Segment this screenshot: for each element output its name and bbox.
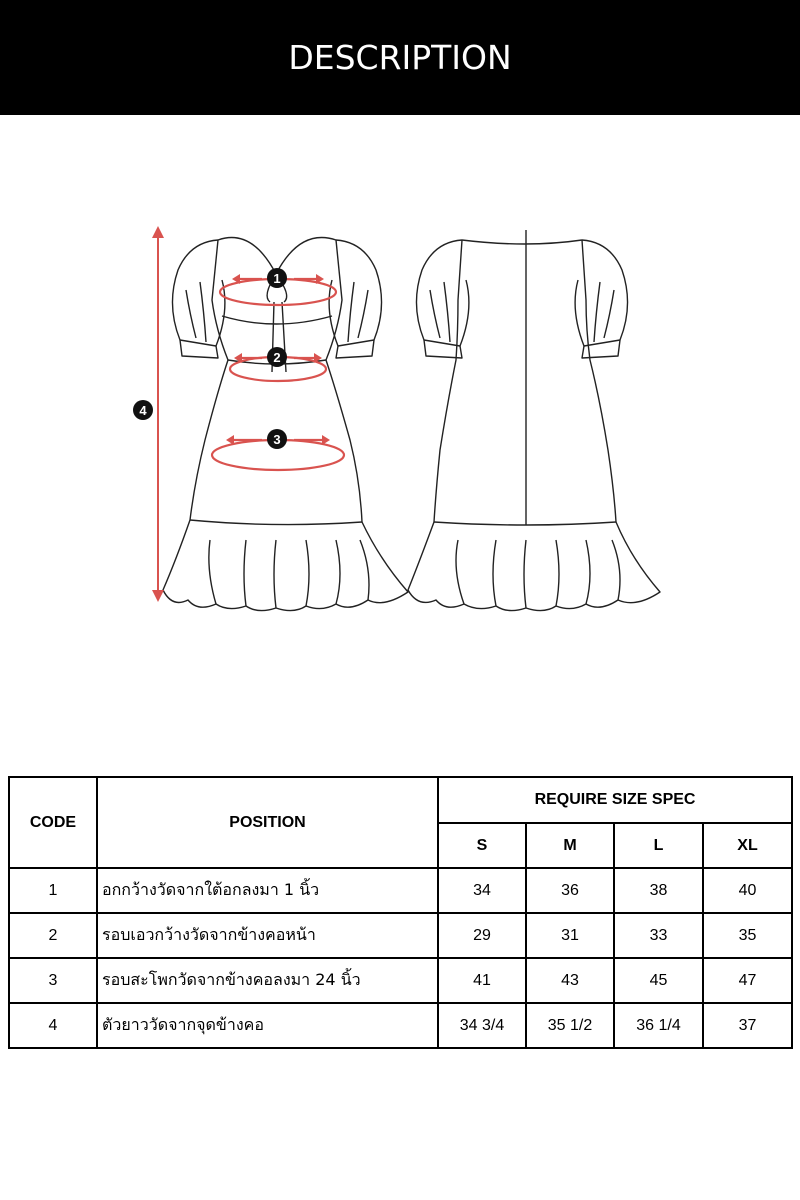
value-xl: 47: [703, 958, 792, 1003]
marker-4: [133, 400, 153, 420]
value-m: 35 1/2: [526, 1003, 614, 1048]
length-arrow: [152, 226, 164, 602]
row-position: อกกว้างวัดจากใต้อกลงมา 1 นิ้ว: [97, 868, 438, 913]
table-row: [9, 958, 792, 1003]
row-code: 4: [9, 1003, 97, 1048]
row-position: ตัวยาววัดจากจุดข้างคอ: [97, 1003, 438, 1048]
header-bar: [0, 0, 800, 115]
row-code: 1: [9, 868, 97, 913]
marker-2: [267, 347, 287, 367]
page-title: DESCRIPTION: [288, 38, 512, 77]
value-m: 36: [526, 868, 614, 913]
marker-1-label: 1: [273, 271, 281, 286]
marker-1: [267, 268, 287, 288]
dress-back-illustration: [408, 230, 660, 611]
code-header: CODE: [9, 777, 97, 868]
marker-4-label: 4: [139, 403, 147, 418]
row-code: 3: [9, 958, 97, 1003]
marker-3: [267, 429, 287, 449]
position-header: POSITION: [97, 777, 438, 868]
value-s: 34: [438, 868, 526, 913]
row-position: รอบเอวกว้างวัดจากข้างคอหน้า: [97, 913, 438, 958]
row-code: 2: [9, 913, 97, 958]
value-m: 31: [526, 913, 614, 958]
size-header-s: S: [438, 823, 526, 868]
table-row: [9, 1003, 792, 1048]
value-l: 38: [614, 868, 703, 913]
marker-3-label: 3: [273, 432, 281, 447]
value-xl: 35: [703, 913, 792, 958]
value-l: 36 1/4: [614, 1003, 703, 1048]
value-s: 29: [438, 913, 526, 958]
spec-header: REQUIRE SIZE SPEC: [438, 777, 792, 823]
value-m: 43: [526, 958, 614, 1003]
value-l: 45: [614, 958, 703, 1003]
size-header-xl: XL: [703, 823, 792, 868]
row-position: รอบสะโพกวัดจากข้างคอลงมา 24 นิ้ว: [97, 958, 438, 1003]
dress-front-illustration: [163, 238, 408, 611]
value-s: 34 3/4: [438, 1003, 526, 1048]
value-l: 33: [614, 913, 703, 958]
size-header-l: L: [614, 823, 703, 868]
table-row: [9, 868, 792, 913]
value-xl: 40: [703, 868, 792, 913]
marker-2-label: 2: [273, 350, 281, 365]
value-s: 41: [438, 958, 526, 1003]
size-header-m: M: [526, 823, 614, 868]
table-row: [9, 913, 792, 958]
size-spec-table: [8, 776, 793, 1049]
dress-measurement-diagram: [0, 115, 800, 655]
value-xl: 37: [703, 1003, 792, 1048]
